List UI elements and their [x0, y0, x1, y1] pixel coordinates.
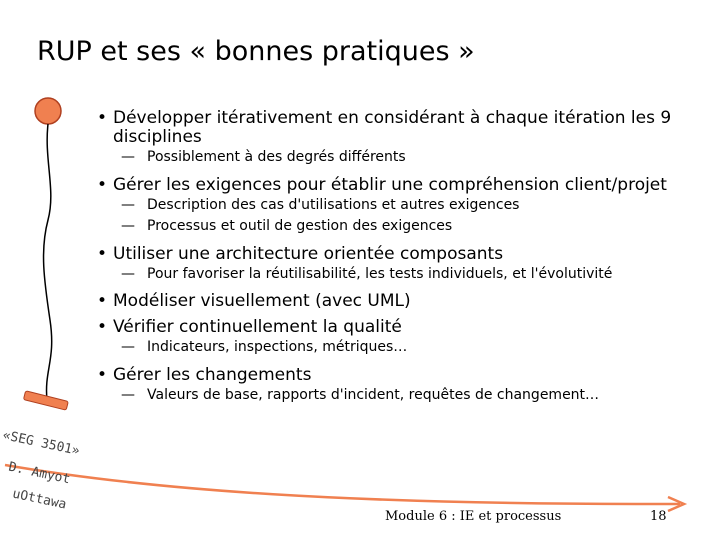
sub-bullet-text: Pour favoriser la réutilisabilité, les tests individuels, et l'évolutivité [147, 265, 613, 282]
sub-bullet-dash: — [121, 339, 135, 355]
bullet-dot: • [97, 243, 108, 264]
bullet-item [97, 109, 697, 147]
timeline-arrow-icon [5, 465, 680, 504]
footer-module: Module 6 : IE et processus [385, 509, 562, 524]
bullet-list [97, 109, 697, 413]
sub-bullet-dash: — [121, 196, 135, 213]
pin-head-icon [35, 98, 61, 124]
sub-bullet-item [97, 340, 697, 356]
page-number: 18 [650, 509, 667, 524]
bullet-dot: • [97, 108, 108, 128]
bullet-text: Modéliser visuellement (avec UML) [113, 291, 411, 311]
bullet-item [97, 245, 697, 264]
author-stamp [0, 430, 95, 520]
bullet-dot: • [97, 364, 108, 385]
sub-bullet-dash: — [121, 386, 135, 403]
sub-bullet-text: Processus et outil de gestion des exigences [147, 218, 453, 234]
bullet-text: Gérer les changements [113, 364, 312, 385]
wavy-line [44, 124, 52, 400]
stamp-course: «SEG 3501» [1, 428, 81, 459]
stamp-university: uOttawa [11, 486, 68, 513]
sub-bullet-dash: — [121, 149, 135, 165]
bullet-item [97, 292, 697, 311]
sub-bullet-text: Indicateurs, inspections, métriques… [147, 339, 408, 355]
bullet-dot: • [97, 174, 108, 195]
sub-bullet-item [97, 388, 697, 404]
sub-bullet-dash: — [121, 218, 135, 234]
bullet-dot: • [97, 291, 108, 311]
sub-bullet-item [97, 150, 697, 166]
sub-bullet-item [97, 198, 697, 214]
slide-title: RUP et ses « bonnes pratiques » [37, 36, 475, 67]
bullet-item [97, 366, 697, 385]
sub-bullet-text: Description des cas d'utilisations et autres exigences [147, 196, 520, 213]
bullet-item [97, 176, 697, 195]
bullet-text: Utiliser une architecture orientée composants [113, 243, 504, 264]
stamp-author: D. Amyot [7, 459, 72, 488]
sub-bullet-text: Valeurs de base, rapports d'incident, requêtes de changement… [147, 386, 600, 403]
sub-bullet-text: Possiblement à des degrés différents [147, 149, 406, 165]
bullet-dot: • [97, 317, 108, 337]
sub-bullet-item [97, 219, 697, 235]
bullet-text: Développer itérativement en considérant à chaque itération les 9 disciplines [113, 108, 672, 147]
sub-bullet-dash: — [121, 265, 135, 282]
sub-bullet-item [97, 267, 697, 283]
bullet-text: Gérer les exigences pour établir une compréhension client/projet [113, 174, 667, 195]
bullet-text: Vérifier continuellement la qualité [113, 317, 402, 337]
bullet-item [97, 318, 697, 337]
base-bar-icon [23, 391, 68, 410]
